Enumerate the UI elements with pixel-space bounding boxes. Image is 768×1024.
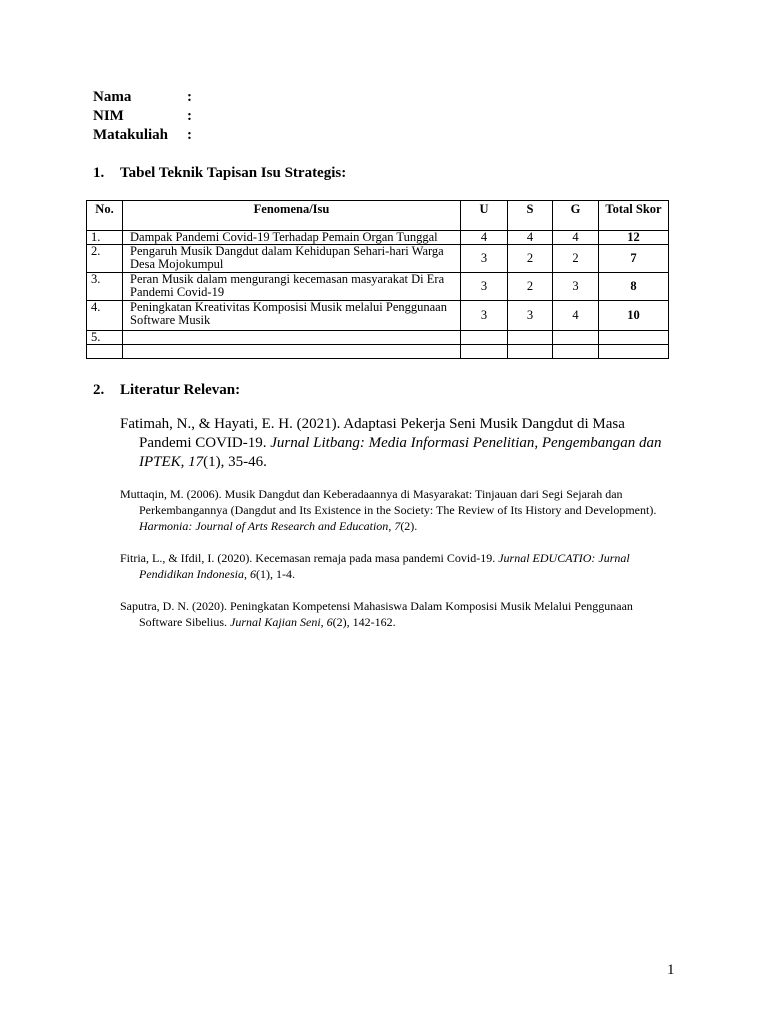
row-s: 4 (508, 231, 553, 245)
row-u (461, 331, 508, 345)
row-isu: Dampak Pandemi Covid-19 Terhadap Pemain Organ Tunggal (123, 231, 461, 245)
row-no: 1. (87, 231, 123, 245)
table-row (87, 231, 669, 245)
identity-name-label: Nama (93, 89, 132, 105)
row-s: 2 (508, 245, 553, 273)
reference-volume: 6 (326, 615, 333, 629)
reference-volume: 7 (394, 519, 401, 533)
row-g (553, 331, 599, 345)
identity-name-colon: : (187, 89, 192, 105)
reference-item (120, 486, 676, 534)
row-isu: Peran Musik dalam mengurangi kecemasan masyarakat Di Era Pandemi Covid-19 (123, 273, 461, 301)
row-isu: Pengaruh Musik Dangdut dalam Kehidupan Sehari-hari Warga Desa Mojokumpul (123, 245, 461, 273)
table-row (87, 345, 669, 359)
reference-list (120, 598, 676, 630)
reference-tail: (1), 1-4. (255, 567, 295, 581)
reference-journal: Jurnal Kajian Seni (230, 615, 321, 629)
reference-list (120, 550, 676, 582)
row-isu (123, 331, 461, 345)
reference-list (120, 486, 676, 534)
reference-journal: Jurnal Litbang: Media Informasi Penelitian, Pengembangan dan IPTEK, 17 (139, 435, 662, 470)
row-u: 3 (461, 301, 508, 331)
table-header-row (87, 201, 669, 231)
reference-sep: , (320, 615, 327, 629)
reference-item (120, 598, 676, 630)
header-total: Total Skor (599, 201, 669, 231)
row-g: 4 (553, 231, 599, 245)
reference-journal: Jurnal EDUCATIO: Jurnal Pendidikan Indonesia (139, 551, 630, 581)
table-row (87, 273, 669, 301)
reference-text: Saputra, D. N. (2020). Peningkatan Kompetensi Mahasiswa Dalam Komposisi Musik Melalui Penggunaan Software Sibelius. (120, 599, 633, 629)
reference-list (120, 415, 676, 472)
reference-sep: , (388, 519, 395, 533)
reference-tail: (2), 142-162. (332, 615, 396, 629)
row-no: 5. (87, 331, 123, 345)
reference-tail: (2). (400, 519, 418, 533)
reference-item (120, 550, 676, 582)
row-s (508, 345, 553, 359)
table-row (87, 331, 669, 345)
row-u (461, 345, 508, 359)
row-g: 2 (553, 245, 599, 273)
identity-nim-label: NIM (93, 108, 124, 124)
row-g: 3 (553, 273, 599, 301)
row-g (553, 345, 599, 359)
identity-course-colon: : (187, 127, 192, 143)
row-u: 3 (461, 273, 508, 301)
section-2-heading (93, 382, 240, 399)
section-2-title: Literatur Relevan: (120, 382, 241, 398)
row-s: 3 (508, 301, 553, 331)
row-no: 4. (87, 301, 123, 331)
reference-journal: Harmonia: Journal of Arts Research and Education (139, 519, 389, 533)
table-row (87, 245, 669, 273)
row-total (599, 345, 669, 359)
reference-item (120, 415, 676, 472)
row-total (599, 331, 669, 345)
header-s: S (508, 201, 553, 231)
row-u: 4 (461, 231, 508, 245)
identity-course-label: Matakuliah (93, 127, 169, 143)
reference-sep: , (243, 567, 250, 581)
row-total: 8 (599, 273, 669, 301)
row-no: 2. (87, 245, 123, 273)
issue-screening-table (86, 200, 669, 359)
identity-block (93, 88, 192, 145)
row-isu (123, 345, 461, 359)
identity-course-row (93, 126, 192, 145)
row-isu: Peningkatan Kreativitas Komposisi Musik melalui Penggunaan Software Musik (123, 301, 461, 331)
row-g: 4 (553, 301, 599, 331)
reference-text: Fatimah, N., & Hayati, E. H. (2021). Adaptasi Pekerja Seni Musik Dangdut di Masa Pandemi COVID-19. (120, 416, 625, 451)
identity-nim-row (93, 107, 192, 126)
page-number: 1 (667, 962, 675, 978)
section-1-heading (93, 165, 346, 182)
reference-text: Muttaqin, M. (2006). Musik Dangdut dan Keberadaannya di Masyarakat: Tinjauan dari Segi Sejarah dan Perkembangannya (Dangdut and Its Existence in the Society: The Review of Its History and Development). (120, 487, 657, 517)
row-no: 3. (87, 273, 123, 301)
row-s (508, 331, 553, 345)
row-u: 3 (461, 245, 508, 273)
row-s: 2 (508, 273, 553, 301)
header-no: No. (87, 201, 123, 231)
section-2-number: 2. (93, 382, 105, 398)
reference-text: Fitria, L., & Ifdil, I. (2020). Kecemasan remaja pada masa pandemi Covid-19. (120, 551, 499, 565)
row-total: 7 (599, 245, 669, 273)
row-total: 12 (599, 231, 669, 245)
header-u: U (461, 201, 508, 231)
row-no (87, 345, 123, 359)
row-total: 10 (599, 301, 669, 331)
section-1-title: Tabel Teknik Tapisan Isu Strategis: (120, 165, 347, 181)
identity-nim-colon: : (187, 108, 192, 124)
reference-volume: 6 (249, 567, 256, 581)
reference-tail: (1), 35-46. (203, 454, 267, 470)
header-isu: Fenomena/Isu (123, 201, 461, 231)
header-g: G (553, 201, 599, 231)
table-row (87, 301, 669, 331)
section-1-number: 1. (93, 165, 105, 181)
identity-name-row (93, 88, 192, 107)
